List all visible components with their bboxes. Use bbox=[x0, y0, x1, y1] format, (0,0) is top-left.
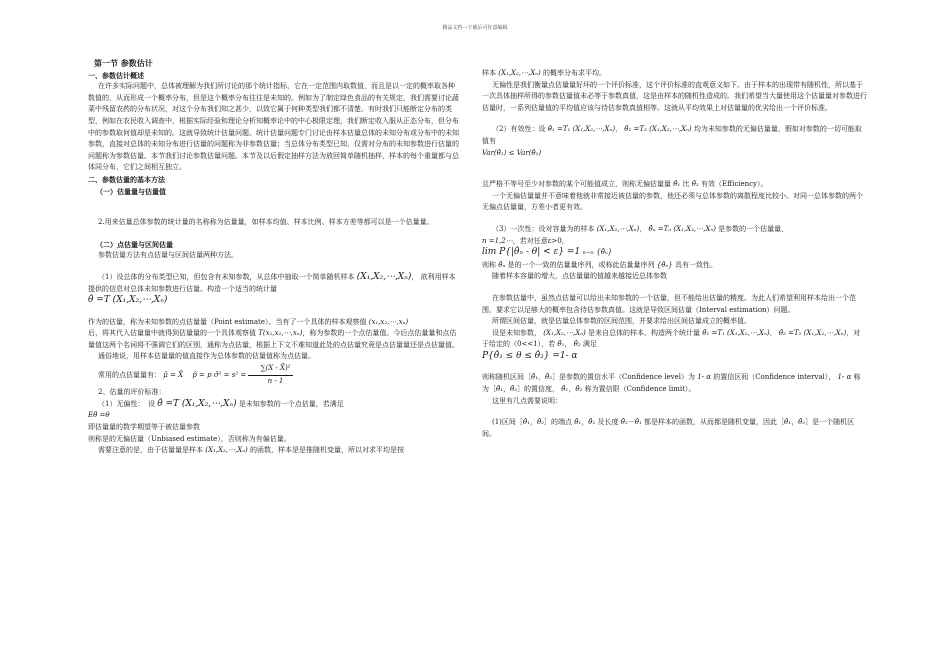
formula-variance-compare: Var(θ̂₁) ≤ Var(θ̂₂) bbox=[482, 148, 542, 157]
paragraph-efficiency: （2）有效性：设 θ̂₁ =T₁ (X₁,X₂,⋯,Xₙ)， θ̂₂ =T₂ (X₁,X₂,⋯,Xₙ) 均为未知参数的无偏估量量，假如对参数的一切可能取值有 Var(θ̂₁) ≤ Var(θ̂₂) bbox=[482, 125, 862, 157]
section-title: 第一节 参数估计 bbox=[94, 58, 153, 68]
paragraph-interval-construct: 设是未知参数， (X₁,X₂,⋯,Xₙ) 是来自总体的样本，构造两个统计量 θ̂₁ =T₁ (X₁,X₂,⋯,Xₙ)， θ̂₂ =T₂ (X₁,X₂,⋯,Xₙ)，对于给定的（0<<1），若 θ̂₁， θ̂₂ 满足 P{θ̂₁ ≤ θ ≤ θ̂₂} =1- α bbox=[482, 328, 861, 361]
formula-sample: (X₁,X₂,⋯,Xₙ) bbox=[356, 271, 412, 282]
formula-unbiased-statistic: θ̂ =T (X₁,X₂,⋯,Xₙ) bbox=[157, 398, 237, 409]
formula-limit: lim P{|θ̂ₙ - θ| < ε} =1 bbox=[482, 247, 581, 258]
formula-observation: (x₁,x₂,⋯,xₙ) bbox=[368, 317, 409, 326]
left-column bbox=[88, 58, 460, 457]
paragraph-note-1: (1)区间［θ̂₁，θ̂₂］的端点 θ̂₁，θ̂₂ 及长度 θ̂₂－θ̂₁ 都是样本的函数，从而都是随机变量，因此［θ̂₁，θ̂₂］是一个随机区间。 bbox=[482, 418, 855, 438]
paragraph-efficiency-def: 且严格不等号至少对参数的某个可能值成立，则称无偏估量量 θ̂₁ 比 θ̂₂ 有效（Efficiency）。 bbox=[482, 180, 768, 189]
paragraph-point-estimate-2: 作为的估量，称为未知参数的点估量量（Point estimate）。当有了一个具体的样本观察值 (x₁,x₂,⋯,xₙ) 后，将其代入估量量中就得到估量量的一个具体观察值 T(x₁,x₂,⋯,xₙ)，称为参数的一个点估量值。今后点估量量和点估量值这两个名词将不强调它们的区别，通称为点估量，根据上下文不难知道此处的点估量究竟是点估量量还是点估量值。 bbox=[88, 317, 459, 349]
formula-sample-3: (X₁,X₂,⋯,Xₙ) bbox=[498, 69, 541, 77]
heading-point-interval: （二）点估量与区间估量 bbox=[96, 239, 173, 249]
heading-methods: 二、参数估量的基本方法 bbox=[88, 174, 165, 184]
paragraph-notes-heading: 这里有几点需要说明： bbox=[492, 396, 562, 405]
formula-mean: μ̂ = X̄ bbox=[163, 371, 184, 380]
formula-estimator-1: θ̂₁ =T₁ (X₁,X₂,⋯,Xₙ) bbox=[547, 125, 616, 134]
formula-observation-value: T(x₁,x₂,⋯,xₙ) bbox=[258, 329, 303, 338]
paragraph-estimator-def: 2.用来估量总体参数的统计量的名称称为估量量，如样本均值、样本比例、样本方差等都可以是一个估量量。 bbox=[98, 218, 434, 227]
formula-proportion: p̂ = p bbox=[192, 371, 212, 380]
heading-overview: 一、参数估计概述 bbox=[88, 70, 144, 80]
formula-interval-prob: P{θ̂₁ ≤ θ ≤ θ̂₂} =1- α bbox=[482, 350, 578, 361]
paragraph-plain-definition: 通俗地说，用样本估量量的值直接作为总体参数的估量值称为点估量。 bbox=[98, 352, 315, 361]
formula-expectation: Eθ̂ =θ bbox=[88, 411, 110, 420]
paragraph-consistency: （3）一次性：设对容量为的样本 (X₁,X₂,⋯,Xₙ)， θ̂ₙ =Tₙ (X₁,X₂,⋯,Xₙ) 是参数的一个估量量， n =1,2⋯，若对任意ε>0， lim P{|θ̂ₙ - θ| < ε} =1 n→∞ {θ̂ₙ} bbox=[482, 224, 789, 258]
paragraph-efficiency-note: 一个无偏估量量并不意味着他就非常接近被估量的参数，他还必须与总体参数的离散程度比较小。对同一总体参数的两个无偏点估量量，方差小者更有效。 bbox=[482, 191, 863, 212]
page-header: 精品文档---下载后可任意编辑 bbox=[442, 25, 508, 31]
formula-sample-2: (X₁,X₂,⋯,Xₙ) bbox=[205, 446, 248, 455]
paragraph-interval-def: 所谓区间估量，就是估量总体参数的区间范围，并要求给出区间估量成立的概率值。 bbox=[492, 317, 751, 326]
formula-sample-4: (X₁,X₂,⋯,Xₙ) bbox=[596, 224, 640, 233]
paragraph-two-methods: 参数估量方法有点估量与区间估量两种方法。 bbox=[98, 251, 238, 260]
formula-estimator-2: θ̂₂ =T₂ (X₁,X₂,⋯,Xₙ) bbox=[624, 125, 692, 134]
paragraph-consistency-note: 随着样本容量的增大，点估量量的值越来越接近总体参数 bbox=[492, 272, 667, 281]
paragraph-consistency-def: 则称 θ̂ₙ 是的一个一致的估量量序列，或称此估量量序列 {θ̂ₙ} 具有一致性。 bbox=[482, 260, 717, 269]
formula-variance: σ̂² = s² = bbox=[213, 371, 247, 380]
paragraph-note: 需要注意的是，由于估量量是样本 (X₁,X₂,⋯,Xₙ) 的函数，样本是是推随机变量，所以对求平均是按 bbox=[98, 446, 405, 455]
paragraph-overview: 在许多实际问题中，总体被理解为我们所讨论的那个统计指标，它在一定范围内取数值，而且是以一定的概率取各种数值的，从而形成一个概率分布，但是这个概率分布往往是未知的。例如为了制定绿色食品的有关规定，我们需要讨论蔬菜中残留农药的分布状况，对这个分布我们知之甚少，以致它属于何种类型我们都不清楚。有时我们只能断定分布的类型，例如在农民收入调查中，根据实际经验和理论分析知概率论中的中心极限定理，我们断定收入服从正态分布，但分布中的参数取何值却是未知的。这就导致统计估量问题。统计估量问题专门讨论由样本估量总体的未知分布或分布中的未知参数，直接对总体的未知分布进行估量的问题称为非参数估量；当总体分布类型已知，仅需对分布的未知参数进行估量的问题称为参数估量。本节我们讨论参数估量问题。本节及以后假定抽样方法为放回简单随机抽样，样本的每个重量都与总体同分布，它们之间相互独立。 bbox=[88, 82, 459, 172]
formula-sequence-estimator: θ̂ₙ =Tₙ (X₁,X₂,⋯,Xₙ) bbox=[648, 224, 716, 233]
variance-fraction: $\frac{\text{∑(X - X̄)²}}{n - 1}$ bbox=[248, 363, 292, 387]
paragraph-point-estimate: （1）设总体的分布类型已知，但包含有未知参数，从总体中抽取一个简单随机样本 (X₁,X₂,⋯,Xₙ)， 欲利用样本提供的信息对总体未知参数进行估量。构造一个适当的统计量 θ̂ =T (X₁,X₂,⋯,Xₙ) bbox=[88, 271, 456, 306]
paragraph-interval-intro: 在参数估量中，虽然点估量可以给出未知参数的一个估量，但不能给出估量的精度。为此人们希望利用样本给出一个范围，要求它以足够大的概率包含待估参数真值。这就是导致区间估量（Interval estimation）问题。 bbox=[482, 293, 856, 314]
formula-statistic: θ̂ =T (X₁,X₂,⋯,Xₙ) bbox=[88, 295, 168, 306]
heading-criteria: 2、估量的评价标准： bbox=[98, 388, 166, 397]
paragraph-confidence-interval: 则称随机区间［θ̂₁，θ̂₂］是参数的置信水平（Confidence level）为 1- α 的置信区间（Confidence interval）， 1- α 称为［θ̂₁，θ̂₂］的置信度， θ̂₁，θ̂₂ 称为置信限（Confidence limit）。 bbox=[482, 373, 861, 394]
paragraph-sample-average: 样本 (X₁,X₂,⋯,Xₙ) 的概率分布求平均。 bbox=[482, 69, 607, 77]
paragraph-unbiasedness: （1）无偏性： 设 θ̂ =T (X₁,X₂,⋯,Xₙ) 是未知参数的一个点估量，若满足 Eθ̂ =θ 即估量量的数学期望等于被估量参数 bbox=[88, 398, 344, 432]
right-column bbox=[482, 68, 867, 440]
paragraph-common-estimators: 常用的点估量量有： μ̂ = X̄ p̂ = p σ̂² = s² = $\frac{\text{∑(X - X̄)²}}{n - 1}$ bbox=[88, 363, 460, 387]
paragraph-unbiased-meaning: 无偏性是我们衡量点估量量好坏的一个评价标准，这个评价标准的直观意义如下。由于样本的出现带有随机性，所以基于一次具体抽样所得的参数估量值未必等于参数真值，这是由样本的随机性造成的。我们希望当大量使用这个估量量对参数进行估量时，一系列估量值的平均值应该与待估参数真值相等。这就从平均效果上对估量量的优劣给出一个评价标准。 bbox=[482, 80, 867, 112]
paragraph-unbiased-def: 则称是的无偏估量（Unbiased estimate），否则称为有偏估量。 bbox=[88, 434, 291, 443]
heading-estimator: （一）估量量与估量值 bbox=[96, 186, 166, 196]
